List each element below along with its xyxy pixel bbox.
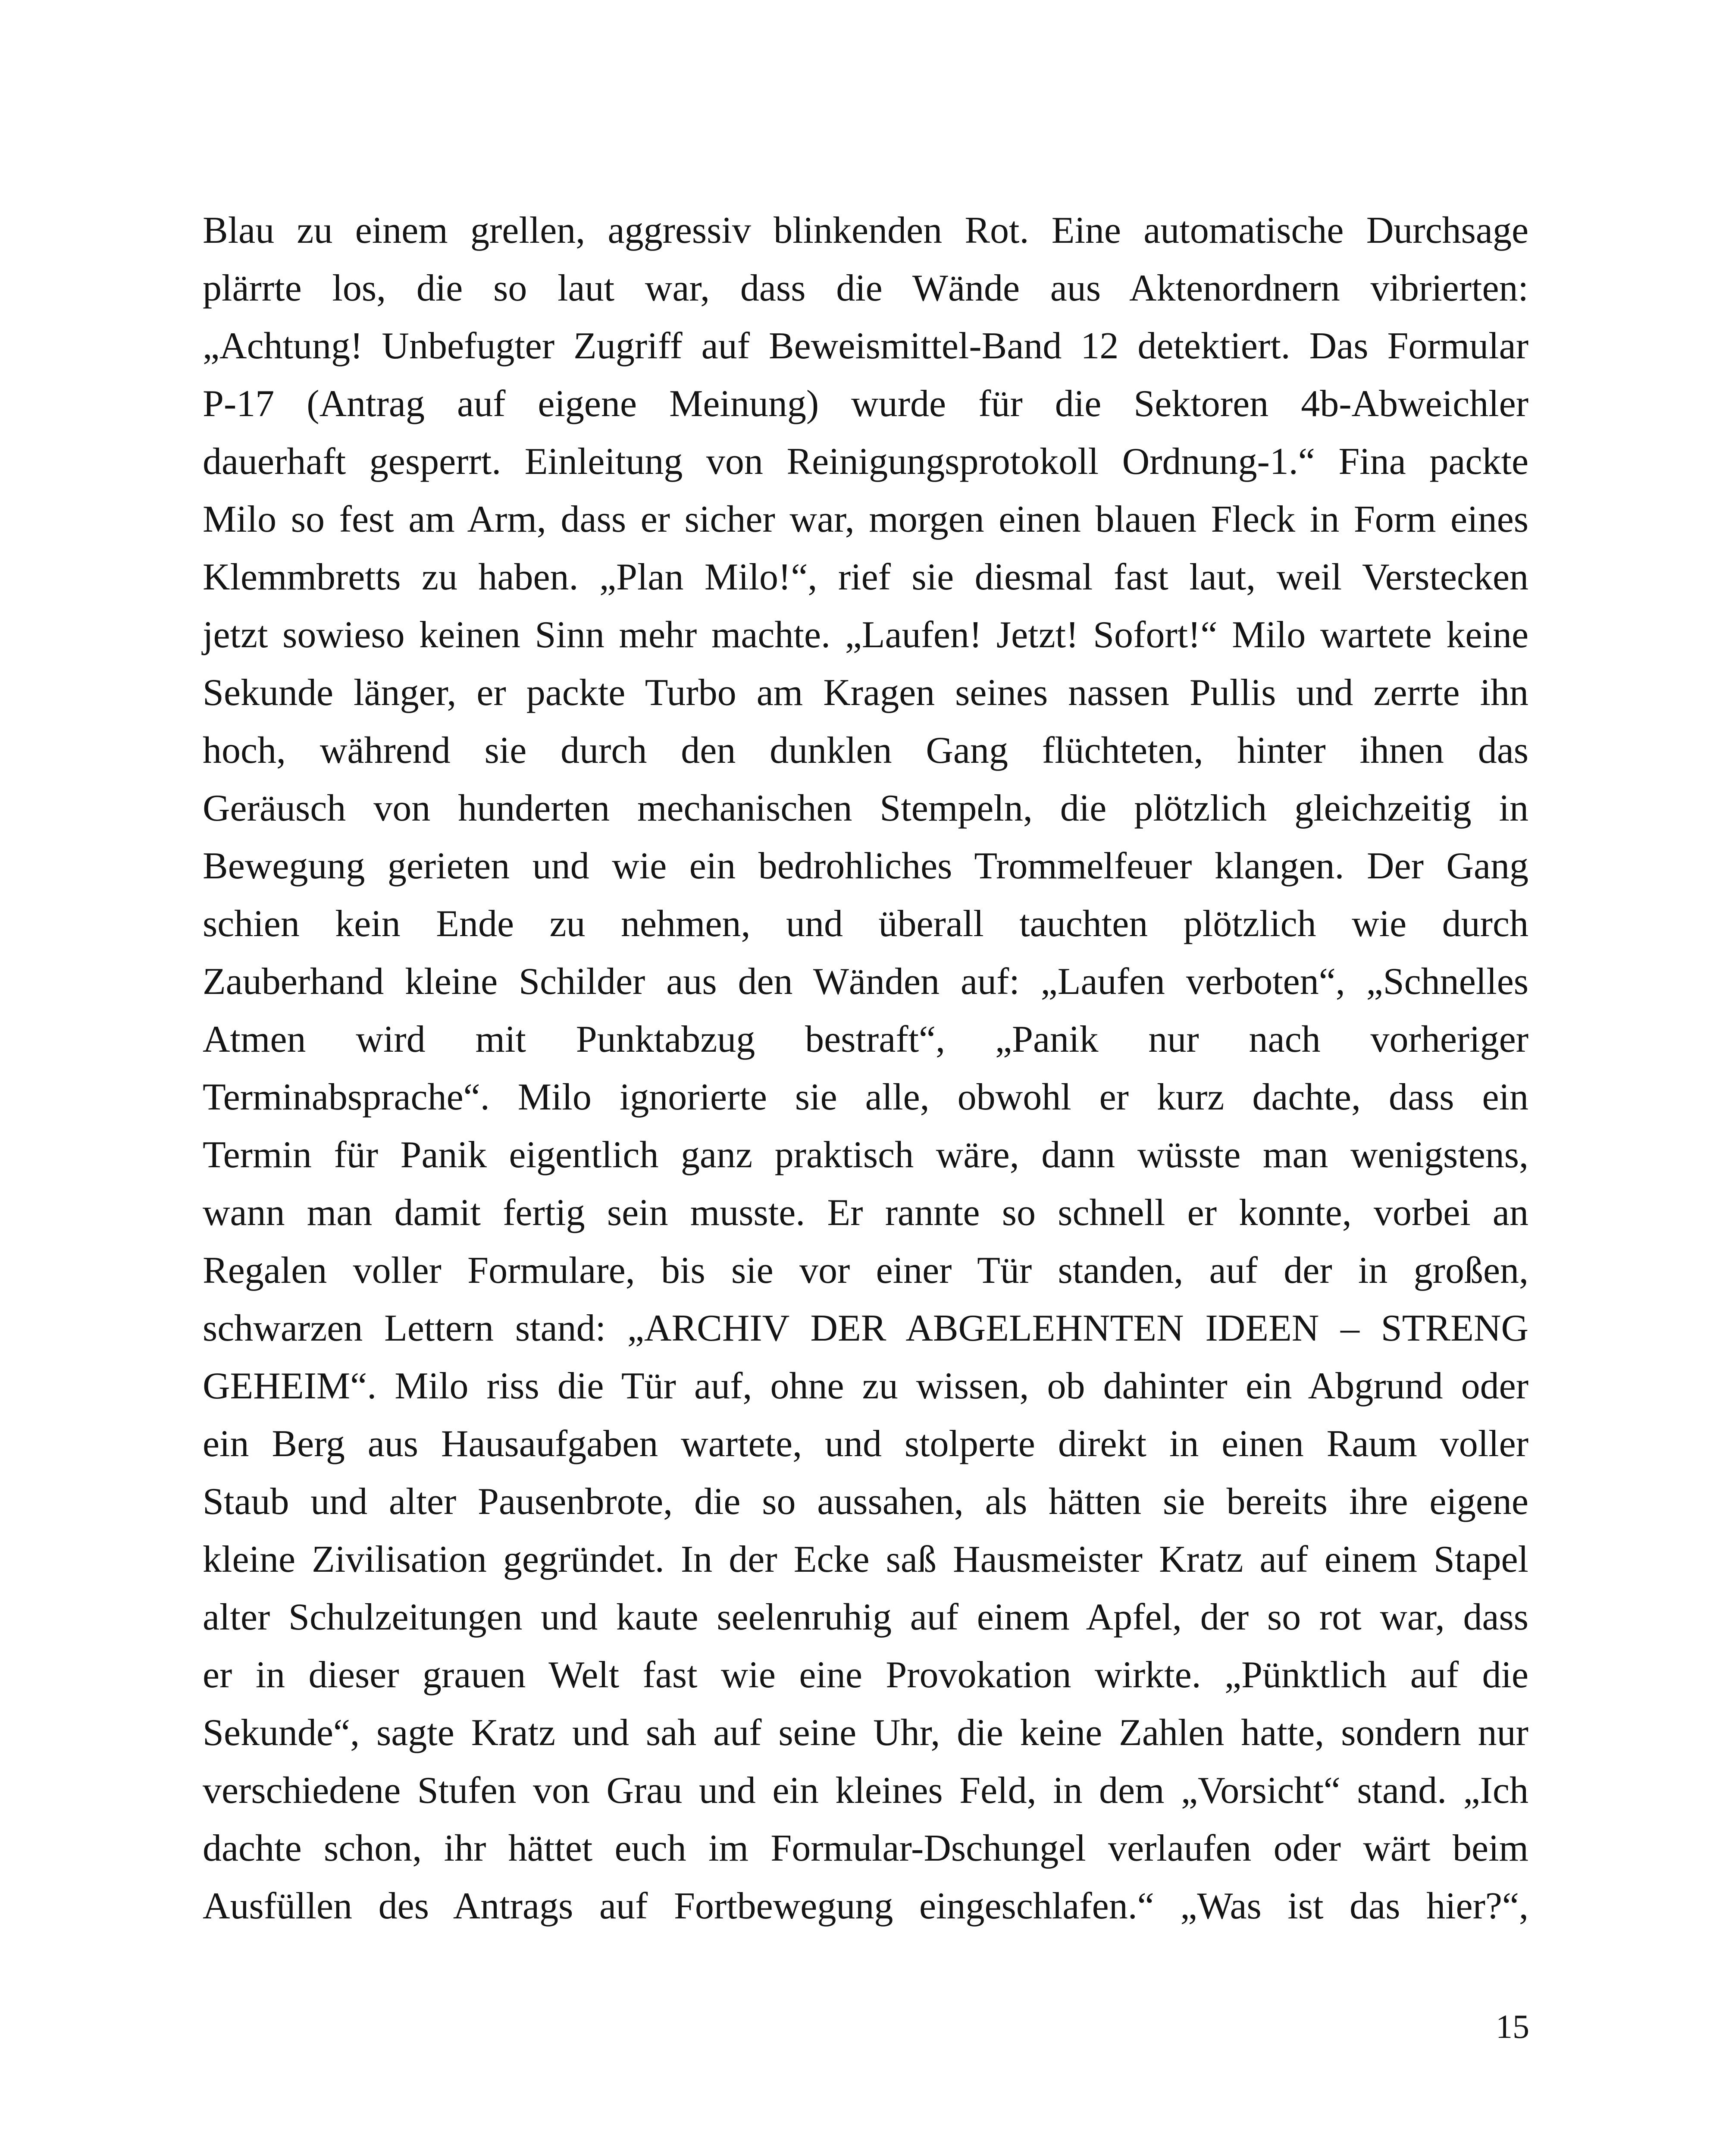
text-line: schien kein Ende zu nehmen, und überall tauchten plötzlich wie durch [203, 903, 1528, 945]
text-line: hoch, während sie durch den dunklen Gang flüchteten, hinter ihnen das [203, 730, 1528, 771]
text-line: Bewegung gerieten und wie ein bedrohliches Trommelfeuer klangen. Der Gang [203, 845, 1528, 887]
text-line: Atmen wird mit Punktabzug bestraft“, „Panik nur nach vorheriger [203, 1018, 1528, 1060]
body-text [203, 202, 1528, 1935]
text-line: alter Schulzeitungen und kaute seelenruhig auf einem Apfel, der so rot war, dass [203, 1596, 1528, 1638]
text-line: Staub und alter Pausenbrote, die so aussahen, als hätten sie bereits ihre eigene [203, 1481, 1528, 1523]
text-line: er in dieser grauen Welt fast wie eine Provokation wirkte. „Pünktlich auf die [203, 1654, 1528, 1696]
text-line: Ausfüllen des Antrags auf Fortbewegung eingeschlafen.“ „Was ist das hier?“, [203, 1885, 1528, 1927]
text-line: Sekunde“, sagte Kratz und sah auf seine Uhr, die keine Zahlen hatte, sondern nur [203, 1712, 1528, 1754]
text-line: P-17 (Antrag auf eigene Meinung) wurde für die Sektoren 4b-Abweichler [203, 383, 1528, 425]
text-line: Milo so fest am Arm, dass er sicher war, morgen einen blauen Fleck in Form eines [203, 498, 1528, 540]
text-line: GEHEIM“. Milo riss die Tür auf, ohne zu wissen, ob dahinter ein Abgrund oder [203, 1365, 1528, 1407]
text-line: schwarzen Lettern stand: „ARCHIV DER ABGELEHNTEN IDEEN – STRENG [203, 1307, 1528, 1349]
text-line: Klemmbretts zu haben. „Plan Milo!“, rief sie diesmal fast laut, weil Verstecken [203, 556, 1528, 598]
text-line: plärrte los, die so laut war, dass die Wände aus Aktenordnern vibrierten: [203, 267, 1528, 309]
text-line: ein Berg aus Hausaufgaben wartete, und stolperte direkt in einen Raum voller [203, 1423, 1528, 1465]
text-line: Terminabsprache“. Milo ignorierte sie alle, obwohl er kurz dachte, dass ein [203, 1076, 1528, 1118]
text-line: Sekunde länger, er packte Turbo am Kragen seines nassen Pullis und zerrte ihn [203, 672, 1528, 714]
text-line: wann man damit fertig sein musste. Er rannte so schnell er konnte, vorbei an [203, 1192, 1528, 1234]
text-line: Zauberhand kleine Schilder aus den Wänden auf: „Laufen verboten“, „Schnelles [203, 961, 1528, 1003]
text-line: dauerhaft gesperrt. Einleitung von Reinigungsprotokoll Ordnung-1.“ Fina packte [203, 441, 1528, 483]
text-line: Regalen voller Formulare, bis sie vor einer Tür standen, auf der in großen, [203, 1250, 1528, 1291]
text-line: Geräusch von hunderten mechanischen Stempeln, die plötzlich gleichzeitig in [203, 787, 1528, 829]
page-number: 15 [1496, 2008, 1529, 2045]
text-line: „Achtung! Unbefugter Zugriff auf Beweismittel-Band 12 detektiert. Das Formular [203, 325, 1528, 367]
text-line: verschiedene Stufen von Grau und ein kleines Feld, in dem „Vorsicht“ stand. „Ich [203, 1770, 1528, 1811]
text-line: kleine Zivilisation gegründet. In der Ecke saß Hausmeister Kratz auf einem Stapel [203, 1539, 1528, 1580]
text-line: Termin für Panik eigentlich ganz praktisch wäre, dann wüsste man wenigstens, [203, 1134, 1528, 1176]
text-line: dachte schon, ihr hättet euch im Formular-Dschungel verlaufen oder wärt beim [203, 1827, 1528, 1869]
text-line: Blau zu einem grellen, aggressiv blinkenden Rot. Eine automatische Durchsage [203, 210, 1528, 251]
text-line: jetzt sowieso keinen Sinn mehr machte. „Laufen! Jetzt! Sofort!“ Milo wartete keine [203, 614, 1528, 656]
